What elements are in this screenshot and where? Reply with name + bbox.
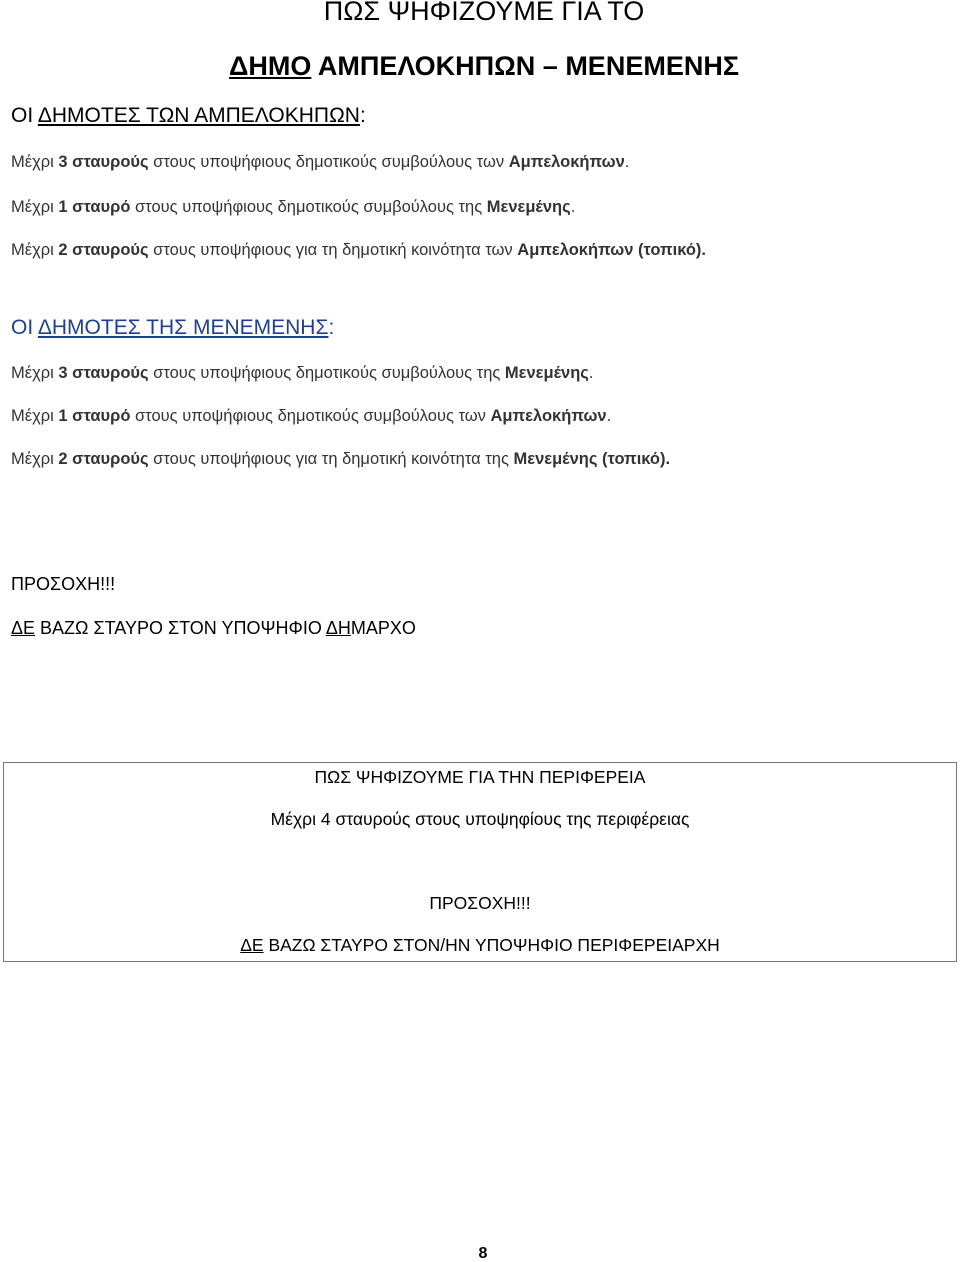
region-box-instruction: Μέχρι 4 σταυρούς στους υποψηφίους της περιφέρειας [270, 809, 690, 829]
heading-ampelokipoi-voters [11, 104, 366, 128]
region-box-warning-text: ΔΕ ΒΑΖΩ ΣΤΑΥΡΟ ΣΤΟΝ/ΗΝ ΥΠΟΨΗΦΙΟ ΠΕΡΙΦΕΡΕΙΑΡΧΗ [240, 935, 720, 955]
warning-text: ΔΕ ΒΑΖΩ ΣΤΑΥΡΟ ΣΤΟΝ ΥΠΟΨΗΦΙΟ ΔΗΜΑΡΧΟ [11, 618, 416, 638]
instruction-line: Μέχρι 3 σταυρούς στους υποψήφιους δημοτικούς συμβούλους της Μενεμένης. [11, 364, 594, 382]
heading-underlined: ΔΗΜΟΤΕΣ ΤΗΣ ΜΕΝΕΜΕΝΗΣ [37, 316, 329, 339]
instruction-line: Μέχρι 2 σταυρούς στους υποψήφιους για τη δημοτική κοινότητα της Μενεμένης (τοπικό). [11, 450, 671, 468]
document-title-line-1: ΠΩΣ ΨΗΦΙΖΟΥΜΕ ΓΙΑ ΤΟ [323, 0, 645, 26]
title-underlined-word: ΔΗΜΟ [228, 51, 312, 81]
instruction-line: Μέχρι 3 σταυρούς στους υποψήφιους δημοτικούς συμβούλους των Αμπελοκήπων. [11, 153, 630, 171]
instruction-line: Μέχρι 1 σταυρό στους υποψήφιους δημοτικούς συμβούλους των Αμπελοκήπων. [11, 407, 612, 425]
heading-underlined: ΔΗΜΟΤΕΣ ΤΩΝ ΑΜΠΕΛΟΚΗΠΩΝ [37, 104, 360, 127]
heading-suffix: : [359, 104, 366, 127]
heading-prefix: ΟΙ [11, 104, 38, 127]
document-title-line-2 [0, 51, 960, 81]
heading-prefix: ΟΙ [11, 316, 38, 339]
region-box-title: ΠΩΣ ΨΗΦΙΖΟΥΜΕ ΓΙΑ ΤΗΝ ΠΕΡΙΦΕΡΕΙΑ [314, 767, 646, 787]
page-number: 8 [478, 1245, 488, 1262]
warning-title: ΠΡΟΣΟΧΗ!!! [11, 574, 116, 594]
region-voting-box [3, 762, 957, 962]
title-line-2-rest: ΑΜΠΕΛΟΚΗΠΩΝ – ΜΕΝΕΜΕΝΗΣ [311, 51, 740, 81]
heading-menemeni-voters [11, 316, 334, 340]
region-box-warning-title: ΠΡΟΣΟΧΗ!!! [429, 893, 531, 913]
heading-suffix: : [328, 316, 335, 339]
instruction-line: Μέχρι 2 σταυρούς στους υποψήφιους για τη δημοτική κοινότητα των Αμπελοκήπων (τοπικό). [11, 241, 707, 259]
instruction-line: Μέχρι 1 σταυρό στους υποψήφιους δημοτικούς συμβούλους της Μενεμένης. [11, 198, 576, 216]
